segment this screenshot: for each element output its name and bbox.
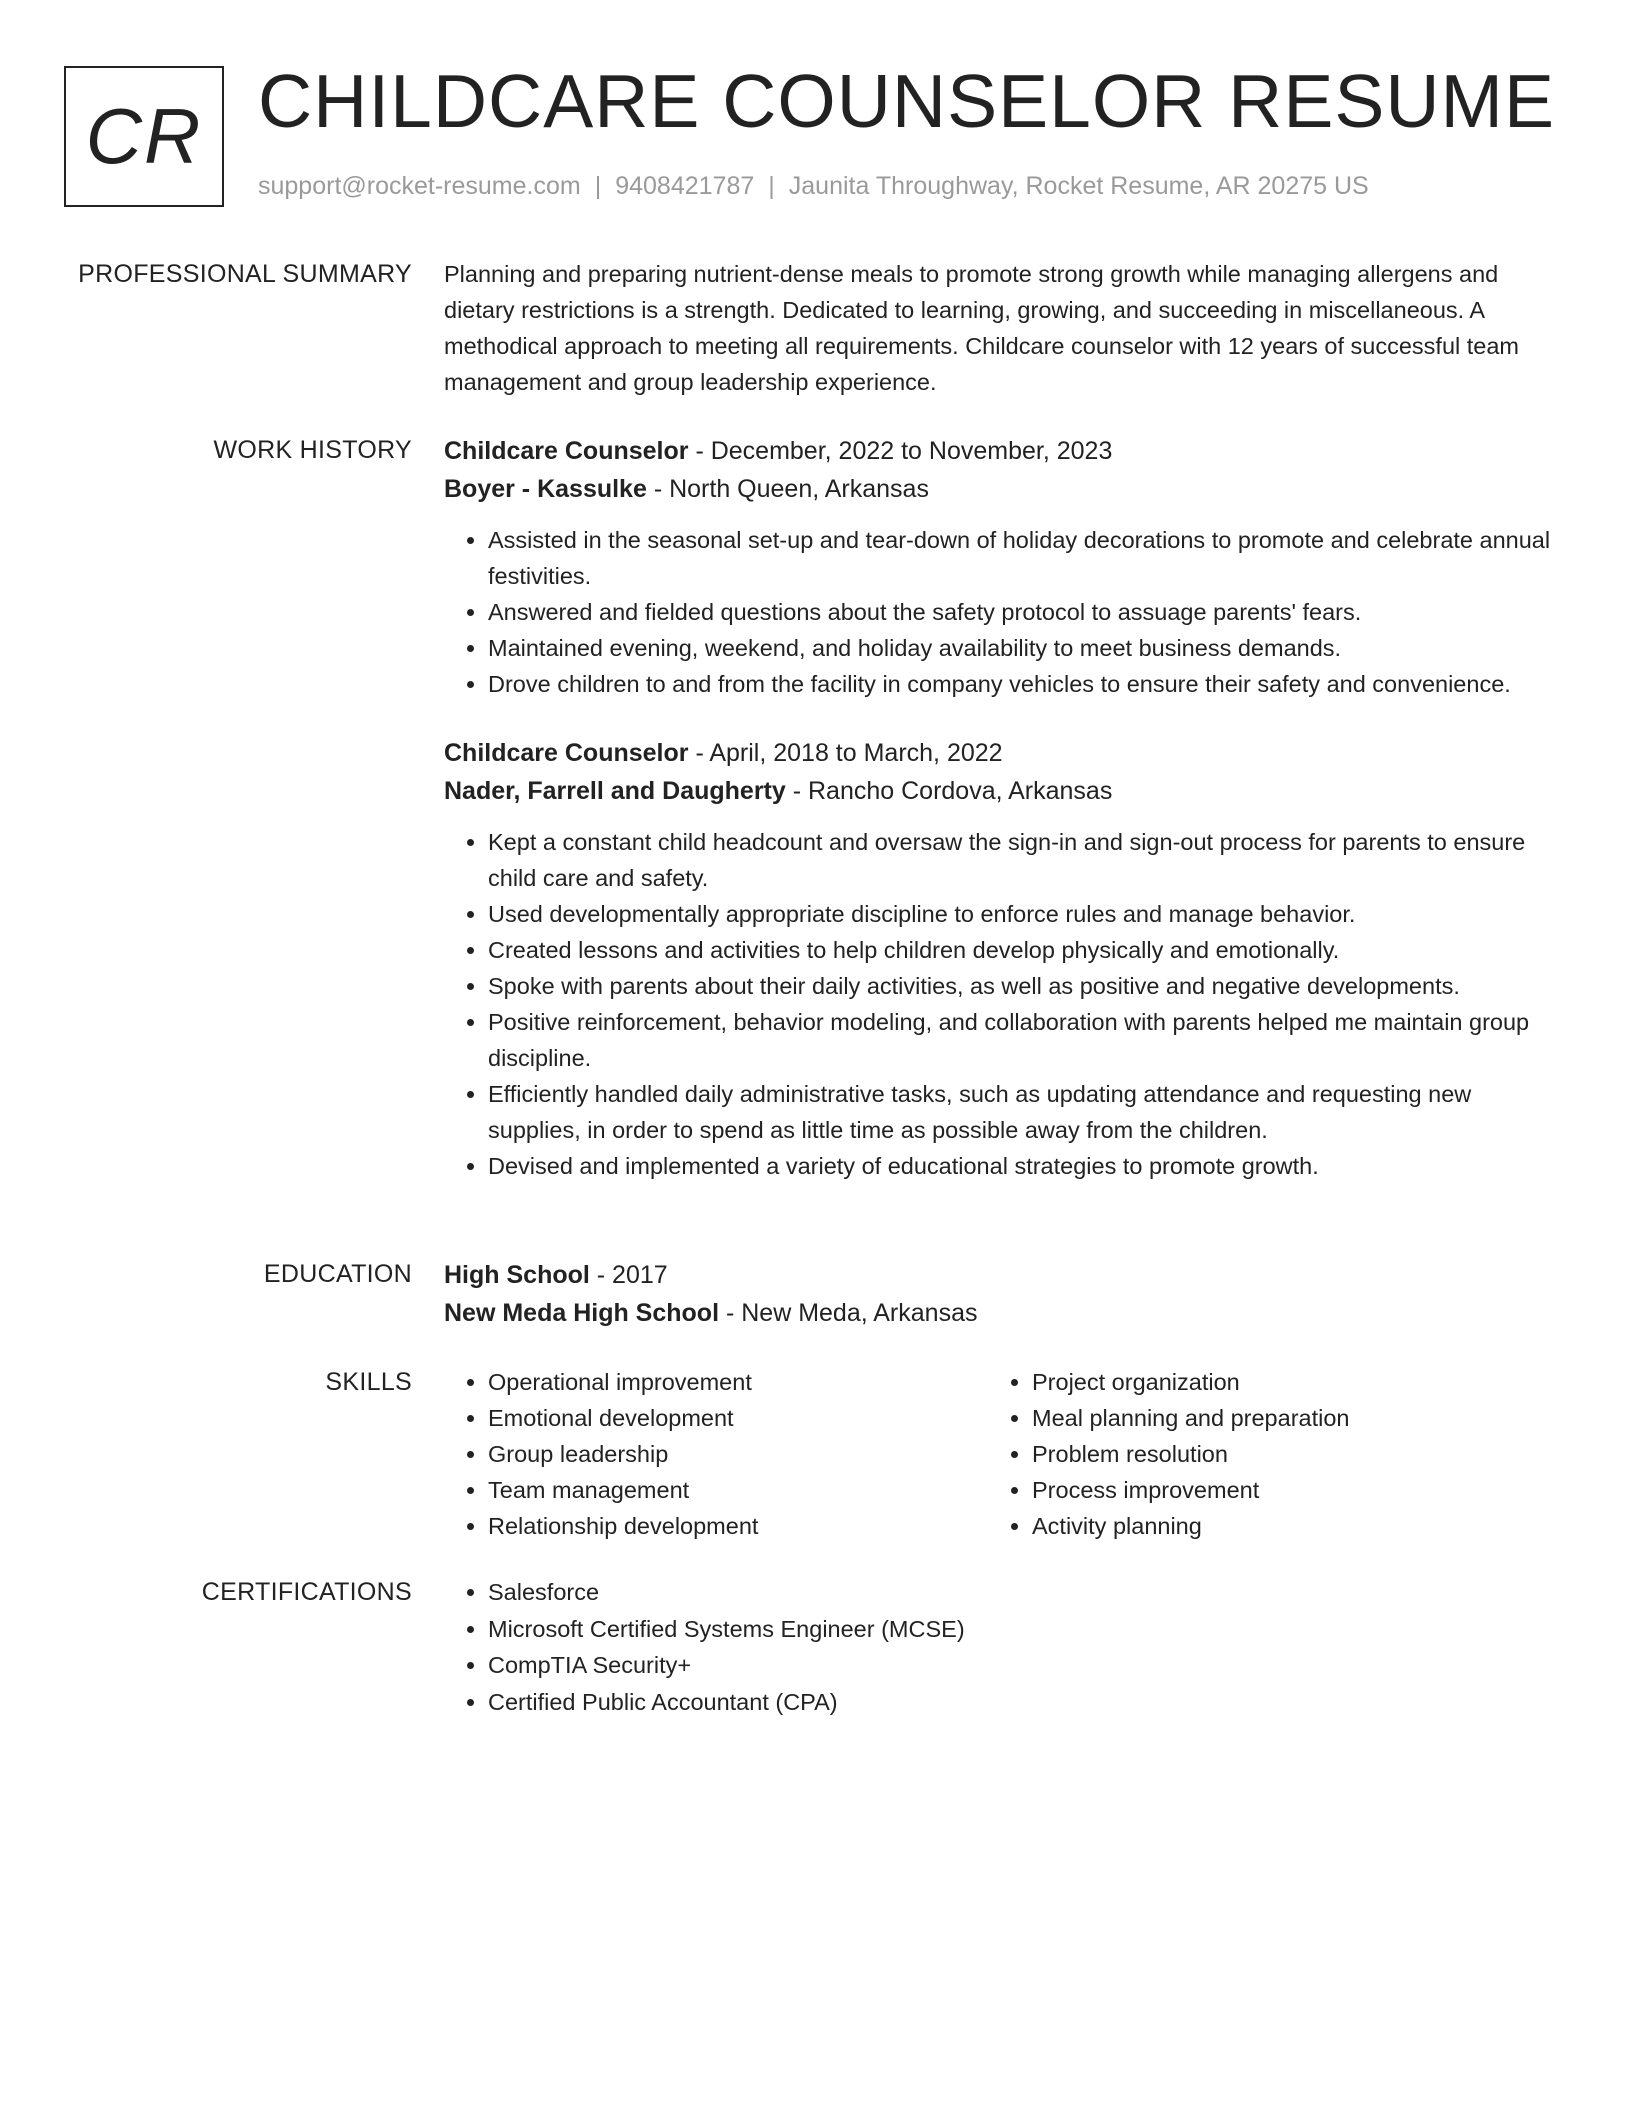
- skill-item: • Team management: [488, 1472, 988, 1508]
- certification-item: • Microsoft Certified Systems Engineer (MCSE): [488, 1611, 1564, 1648]
- skills-content: [444, 1364, 1564, 1544]
- job-company: Nader, Farrell and Daugherty: [444, 777, 786, 805]
- section-label-certifications: CERTIFICATIONS: [201, 1578, 412, 1606]
- job-company: Boyer - Kassulke: [444, 475, 647, 503]
- contact-phone: 9408421787: [615, 172, 755, 200]
- job-title: Childcare Counselor: [444, 739, 689, 767]
- contact-address: Jaunita Throughway, Rocket Resume, AR 20275 US: [788, 172, 1369, 200]
- certifications-list: [444, 1574, 1564, 1720]
- skill-item: • Emotional development: [488, 1400, 988, 1436]
- skill-item: • Project organization: [1032, 1364, 1532, 1400]
- list-item: • Assisted in the seasonal set-up and tear-down of holiday decorations to promote and celebrate annual festivities.: [488, 522, 1564, 594]
- summary-content: [444, 256, 1564, 400]
- contact-line: [258, 172, 1369, 201]
- job-entry: [444, 734, 1564, 1184]
- education-location: - New Meda, Arkansas: [719, 1299, 978, 1327]
- education-school: New Meda High School: [444, 1299, 720, 1327]
- job-dates: - April, 2018 to March, 2022: [688, 739, 1003, 767]
- section-label-summary: PROFESSIONAL SUMMARY: [78, 260, 412, 288]
- summary-text: Planning and preparing nutrient-dense meals to promote strong growth while managing allergens and dietary restrictions is a strength. Dedicated to learning, growing, and succeeding in miscellaneous. A methodical approach to meeting all requirements. Childcare counselor with 12 years of successful team management and group leadership experience.: [444, 261, 1520, 395]
- skill-item: • Meal planning and preparation: [1032, 1400, 1532, 1436]
- skill-item: • Operational improvement: [488, 1364, 988, 1400]
- education-school-line: [444, 1294, 1564, 1332]
- section-label-work-history: WORK HISTORY: [213, 436, 412, 464]
- skill-item: • Activity planning: [1032, 1508, 1532, 1544]
- skills-column-2: [988, 1364, 1532, 1544]
- job-title-line: [444, 734, 1564, 772]
- education-content: [444, 1256, 1564, 1332]
- education-degree-line: [444, 1256, 1564, 1294]
- job-company-line: [444, 772, 1564, 810]
- list-item: • Kept a constant child headcount and oversaw the sign-in and sign-out process for parents to ensure child care and safety.: [488, 824, 1564, 896]
- job-entry: [444, 432, 1564, 702]
- skills-column-1: [444, 1364, 988, 1544]
- job-dates: - December, 2022 to November, 2023: [688, 437, 1113, 465]
- list-item: • Used developmentally appropriate discipline to enforce rules and manage behavior.: [488, 896, 1564, 932]
- section-label-education: EDUCATION: [263, 1260, 412, 1288]
- job-bullets: [444, 824, 1564, 1184]
- job-title-line: [444, 432, 1564, 470]
- list-item: • Spoke with parents about their daily activities, as well as positive and negative developments.: [488, 968, 1564, 1004]
- list-item: • Devised and implemented a variety of educational strategies to promote growth.: [488, 1148, 1564, 1184]
- skill-item: • Group leadership: [488, 1436, 988, 1472]
- list-item: • Efficiently handled daily administrative tasks, such as updating attendance and requesting new supplies, in order to spend as little time as possible away from the children.: [488, 1076, 1564, 1148]
- certification-item: • Certified Public Accountant (CPA): [488, 1684, 1564, 1721]
- list-item: • Drove children to and from the facility in company vehicles to ensure their safety and convenience.: [488, 666, 1564, 702]
- contact-email: support@rocket-resume.com: [258, 172, 581, 200]
- resume-title: CHILDCARE COUNSELOR RESUME: [258, 59, 1556, 143]
- list-item: • Created lessons and activities to help children develop physically and emotionally.: [488, 932, 1564, 968]
- job-location: - North Queen, Arkansas: [646, 475, 929, 503]
- work-history-content: [444, 432, 1564, 1184]
- list-item: • Positive reinforcement, behavior modeling, and collaboration with parents helped me maintain group discipline.: [488, 1004, 1564, 1076]
- list-item: • Answered and fielded questions about the safety protocol to assuage parents' fears.: [488, 594, 1564, 630]
- education-degree: High School: [444, 1261, 590, 1289]
- skill-item: • Process improvement: [1032, 1472, 1532, 1508]
- job-bullets: [444, 522, 1564, 702]
- certification-item: • CompTIA Security+: [488, 1647, 1564, 1684]
- skill-item: • Problem resolution: [1032, 1436, 1532, 1472]
- job-title: Childcare Counselor: [444, 437, 689, 465]
- section-label-skills: SKILLS: [325, 1368, 412, 1396]
- contact-separator: |: [768, 172, 775, 200]
- job-company-line: [444, 470, 1564, 508]
- monogram-logo: CR: [64, 66, 224, 207]
- certification-item: • Salesforce: [488, 1574, 1564, 1611]
- job-location: - Rancho Cordova, Arkansas: [785, 777, 1113, 805]
- education-year: - 2017: [589, 1261, 668, 1289]
- list-item: • Maintained evening, weekend, and holiday availability to meet business demands.: [488, 630, 1564, 666]
- contact-separator: |: [594, 172, 602, 200]
- skill-item: • Relationship development: [488, 1508, 988, 1544]
- certifications-content: [444, 1574, 1564, 1720]
